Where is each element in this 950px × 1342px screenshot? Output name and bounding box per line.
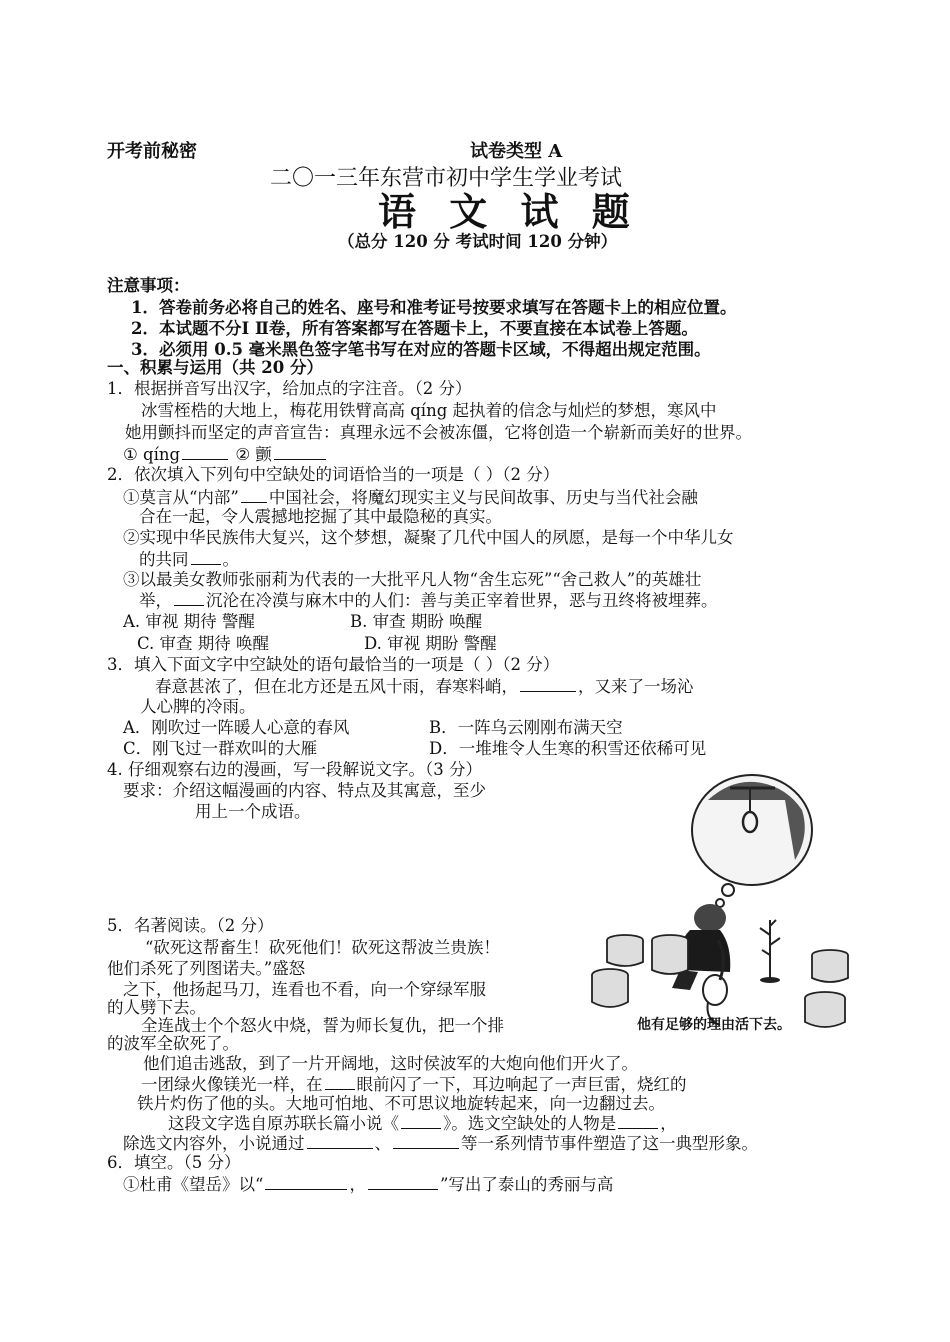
q1-stem: 1．根据拼音写出汉字，给加点的字注音。（2 分）	[107, 379, 472, 398]
tree-stump	[652, 940, 688, 974]
q3-stem: 3．填入下面文字中空缺处的语句最恰当的一项是（ ）（2 分）	[107, 655, 560, 674]
q6-stem: 6．填空。（5 分）	[107, 1153, 241, 1172]
q5-question-line	[123, 1133, 758, 1154]
answer-blank[interactable]	[307, 1133, 373, 1149]
q3-option-b[interactable]: B．一阵乌云刚刚布满天空	[429, 718, 623, 737]
tree-stump	[805, 998, 845, 1027]
q5-passage-line: 的波军全砍死了。	[107, 1034, 239, 1053]
q4-requirement: 用上一个成语。	[195, 802, 311, 821]
text-span: ，又来了一场沁	[578, 677, 694, 696]
q5-passage-line: “砍死这帮畜生！砍死他们！砍死这帮波兰贵族！	[145, 938, 500, 957]
rope-coil	[703, 975, 727, 1005]
bubble-dot	[722, 884, 734, 896]
text-span: 中国社会，将魔幻现实主义与民间故事、历史与当代社会融	[268, 488, 698, 507]
q5-stem: 5．名著阅读。（2 分）	[107, 916, 274, 935]
text-span: 一团绿火像镁光一样，在	[141, 1075, 323, 1094]
text-span: ，	[349, 1175, 366, 1194]
paper-type: 试卷类型 A	[470, 141, 563, 162]
answer-blank[interactable]	[182, 444, 228, 460]
tree-stump	[592, 975, 628, 1007]
q5-passage-line: 他们追击逃敌，到了一片开阔地，这时侯波军的大炮向他们开火了。	[143, 1054, 638, 1073]
q5-passage-line: 的人劈下去。	[107, 998, 206, 1017]
section-title: 一、积累与运用（共 20 分）	[107, 358, 323, 377]
q5-passage-line: 全连战士个个怒火中烧，誓为师长复仇，把一个排	[141, 1016, 504, 1035]
q1-passage-line: 她用颤抖而坚定的声音宣告：真理永远不会被冻僵，它将创造一个崭新而美好的世界。	[125, 423, 752, 442]
text-span: ①杜甫《望岳》以“	[123, 1175, 264, 1194]
q5-question-line	[168, 1113, 677, 1134]
q2-sentence-line	[123, 487, 698, 508]
q3-passage-line	[155, 676, 694, 697]
answer-blank[interactable]	[265, 1174, 347, 1190]
q5-passage-line	[141, 1074, 687, 1095]
q1-answer-2: ② 颤	[235, 445, 272, 464]
answer-blank[interactable]	[191, 549, 221, 565]
secret-label: 开考前秘密	[107, 141, 197, 162]
q2-option-b[interactable]: B. 审查 期盼 唤醒	[350, 612, 483, 631]
notice-item: 1．答卷前务必将自己的姓名、座号和准考证号按要求填写在答题卡上的相应位置。	[131, 298, 737, 317]
text-span: ，	[660, 1114, 677, 1133]
text-span: 春意甚浓了，但在北方还是五风十雨，春寒料峭，	[155, 677, 518, 696]
answer-blank[interactable]	[325, 1074, 355, 1090]
page-title: 语 文 试 题	[378, 189, 640, 234]
cartoon-caption: 他有足够的理由活下去。	[637, 1017, 791, 1033]
q2-sentence-line: ③以最美女教师张丽莉为代表的一大批平凡人物“舍生忘死”“舍己救人”的英雄壮	[123, 570, 702, 589]
cartoon-illustration	[580, 740, 872, 1050]
q4-stem: 4. 仔细观察右边的漫画，写一段解说文字。（3 分）	[107, 760, 482, 779]
sapling-ground	[760, 977, 780, 983]
q2-sentence-line	[139, 590, 718, 611]
notice-item: 3．必须用 0.5 毫米黑色签字笔书写在对应的答题卡区域，不得超出规定范围。	[131, 340, 711, 359]
q1-answer-1: ① qíng	[123, 445, 181, 464]
q5-passage-line: 铁片灼伤了他的头。大地可怕地、不可思议地旋转起来，向一边翻过去。	[137, 1094, 665, 1113]
text-span: ①莫言从“内部”	[123, 488, 239, 507]
man-head	[694, 904, 726, 932]
exam-name: 二〇一三年东营市初中学生学业考试	[270, 166, 623, 191]
text-span: 》。选文空缺处的人物是	[443, 1114, 617, 1133]
text-span: 这段文字选自原苏联长篇小说《	[168, 1114, 399, 1133]
q4-requirement: 要求：介绍这幅漫画的内容、特点及其寓意，至少	[123, 781, 486, 800]
q6-question-line	[123, 1174, 613, 1195]
text-span: 眼前闪了一下，耳边响起了一声巨雷，烧红的	[356, 1075, 687, 1094]
q1-passage-line: 冰雪桎梏的大地上，梅花用铁臂高高 qíng 起执着的信念与灿烂的梦想，寒风中	[141, 401, 717, 420]
text-span: 的共同	[139, 550, 189, 569]
answer-blank[interactable]	[393, 1133, 459, 1149]
score-time: （总分 120 分 考试时间 120 分钟）	[338, 232, 618, 251]
tree-stump	[812, 955, 848, 982]
text-span: ”写出了泰山的秀丽与高	[439, 1175, 614, 1194]
answer-blank[interactable]	[174, 590, 204, 606]
q2-sentence-line	[139, 549, 239, 570]
q5-passage-line: 之下，他扬起马刀，连看也不看，向一个穿绿军服	[123, 980, 486, 999]
q2-option-d[interactable]: D. 审视 期盼 警醒	[364, 634, 497, 653]
q2-sentence-line: 合在一起，令人震撼地挖掘了其中最隐秘的真实。	[139, 507, 502, 526]
q3-option-a[interactable]: A．刚吹过一阵暖人心意的春风	[123, 718, 350, 737]
q2-sentence-line: ②实现中华民族伟大复兴，这个梦想，凝聚了几代中国人的夙愿，是每一个中华儿女	[123, 528, 734, 547]
q3-passage-line: 人心脾的冷雨。	[140, 697, 256, 716]
notice-item: 2．本试题不分Ⅰ Ⅱ卷，所有答案都写在答题卡上，不要直接在本试卷上答题。	[131, 319, 698, 338]
text-span: 等一系列情节事件塑造了这一典型形象。	[461, 1134, 758, 1153]
q2-stem: 2．依次填入下列句中空缺处的词语恰当的一项是（ ）（2 分）	[107, 465, 560, 484]
answer-blank[interactable]	[241, 487, 267, 503]
answer-blank[interactable]	[520, 676, 576, 692]
text-span: 沉沦在冷漠与麻木中的人们：善与美正宰着世界，恶与丑终将被埋葬。	[206, 591, 718, 610]
text-span: 举，	[139, 591, 172, 610]
notice-title: 注意事项：	[107, 276, 190, 295]
answer-blank[interactable]	[274, 444, 326, 460]
q5-passage-line: 他们杀死了列图诺夫。”盛怒	[107, 959, 306, 978]
answer-blank[interactable]	[401, 1113, 441, 1129]
text-span: 。	[222, 550, 239, 569]
answer-blank[interactable]	[368, 1174, 438, 1190]
q3-option-d[interactable]: D．一堆堆令人生寒的积雪还依稀可见	[429, 739, 707, 758]
q2-option-c[interactable]: C. 审查 期待 唤醒	[137, 634, 270, 653]
q1-answer-line	[123, 444, 328, 465]
tree-stump	[607, 940, 643, 966]
text-span: 、	[374, 1134, 391, 1153]
q2-option-a[interactable]: A. 审视 期待 警醒	[123, 612, 255, 631]
q3-option-c[interactable]: C．刚飞过一群欢叫的大雁	[123, 739, 318, 758]
answer-blank[interactable]	[618, 1113, 658, 1129]
text-span: 除选文内容外，小说通过	[123, 1134, 305, 1153]
